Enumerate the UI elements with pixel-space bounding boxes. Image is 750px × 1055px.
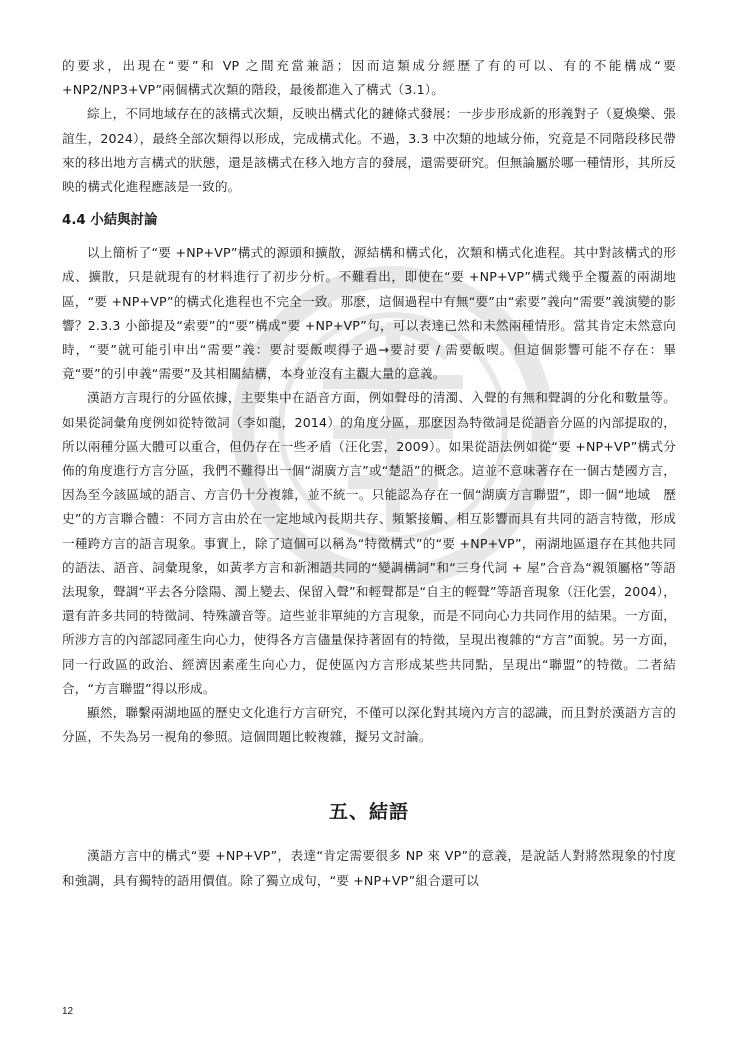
paragraph-discussion-2: 漢語方言現行的分區依據，主要集中在語音方面，例如聲母的清濁、入聲的有無和聲調的分化和數量等。如果從詞彙角度例如從特徵詞（李如龍，2014）的角度分區，那麽因為特徵詞是從語音分區的內部提取的，所以兩種分區大體可以重合，但仍存在一些矛盾（汪化雲，2009）。如果從語法例如從“要 +NP+VP”構式分佈的角度進行方言分區，我們不難得出一個“湖廣方言”或“楚語”的概念。這並不意味著存在一個古楚國方言，因為至今該區域的語言、方言仍十分複雜，並不統一。只能認為存在一個“湖廣方言聯盟”，即一個“地域 歷史”的方言聯合體：不同方言由於在一定地域內長期共存、頻繁接觸、相互影響而具有共同的語言特徵，形成一種跨方言的語言現象。事實上，除了這個可以稱為“特徵構式”的“要 +NP+VP”，兩湖地區還存在其他共同的語法、語音、詞彙現象，如黃孝方言和新湘語共同的“變調構詞”和“三身代詞 + 屋”合音為“親領屬格”等語法現象，聲調“平去各分陰陽、濁上變去、保留入聲”和輕聲都是“自主的輕聲”等語音現象（汪化雲，2004），還有許多共同的特徵詞、特殊讀音等。這些並非單純的方言現象，而是不同向心力共同作用的結果。一方面，所涉方言的內部認同產生向心力，使得各方言儘量保持著固有的特徵，呈現出複雜的“方言”面貌。另一方面，同一行政區的政治、經濟因素產生向心力，促使區內方言形成某些共同點，呈現出“聯盟”的特徵。二者結合，“方言聯盟”得以形成。 — [62, 390, 676, 696]
page-number: 12 — [62, 1006, 74, 1017]
section-heading: 4.4 小結與討論 — [62, 213, 158, 229]
paragraph-summary: 綜上，不同地域存在的該構式次類，反映出構式化的鏈條式發展：一步步形成新的形義對子（夏煥樂、張誼生，2024），最終全部次類得以形成，完成構式化。不過，3.3 中次類的地域分佈，究竟是不同階段移民帶來的移出地方言構式的狀態，還是該構式在移入地方言的發展，還需要研究。但無論屬於哪一種情形，其所反映的構式化進程應該是一致的。 — [62, 106, 676, 195]
paragraph-discussion-3: 顯然，聯繫兩湖地區的歷史文化進行方言研究，不僅可以深化對其境內方言的認識，而且對於漢語方言的分區，不失為另一視角的參照。這個問題比較複雜，擬另文討論。 — [62, 705, 676, 745]
paragraph-conclusion: 漢語方言中的構式“要 +NP+VP”，表達“肯定需要很多 NP 來 VP”的意義，是說話人對將然現象的忖度和強調，具有獨特的語用價值。除了獨立成句，“要 +NP+VP”組合還可以 — [62, 848, 676, 888]
paragraph-continued: 的要求，出現在“要”和 VP 之間充當兼語；因而這類成分經歷了有的可以、有的不能構成“要 +NP2/NP3+VP”兩個構式次類的階段，最後都進入了構式（3.1）。 — [62, 58, 676, 98]
chapter-title: 五、結語 — [328, 801, 409, 824]
page-content — [62, 54, 676, 893]
paragraph-discussion-1: 以上簡析了“要 +NP+VP”構式的源頭和擴散，源結構和構式化，次類和構式化進程。其中對該構式的形成、擴散，只是就現有的材料進行了初步分析。不難看出，即使在“要 +NP+VP”構式幾乎全覆蓋的兩湖地區，“要 +NP+VP”的構式化進程也不完全一致。那麽，這個過程中有無“要”由“索要”義向“需要”義演變的影響？2.3.3 小節提及“索要”的“要”構成“要 +NP+VP”句，可以表達已然和未然兩種情形。當其肯定未然意向時，“要”就可能引申出“需要”義：要討要飯喫得子過→要討要 / 需要飯喫。但這個影響可能不存在：畢竟“要”的引申義“需要”及其相關結構，本身並沒有主觀大量的意義。 — [62, 245, 676, 382]
